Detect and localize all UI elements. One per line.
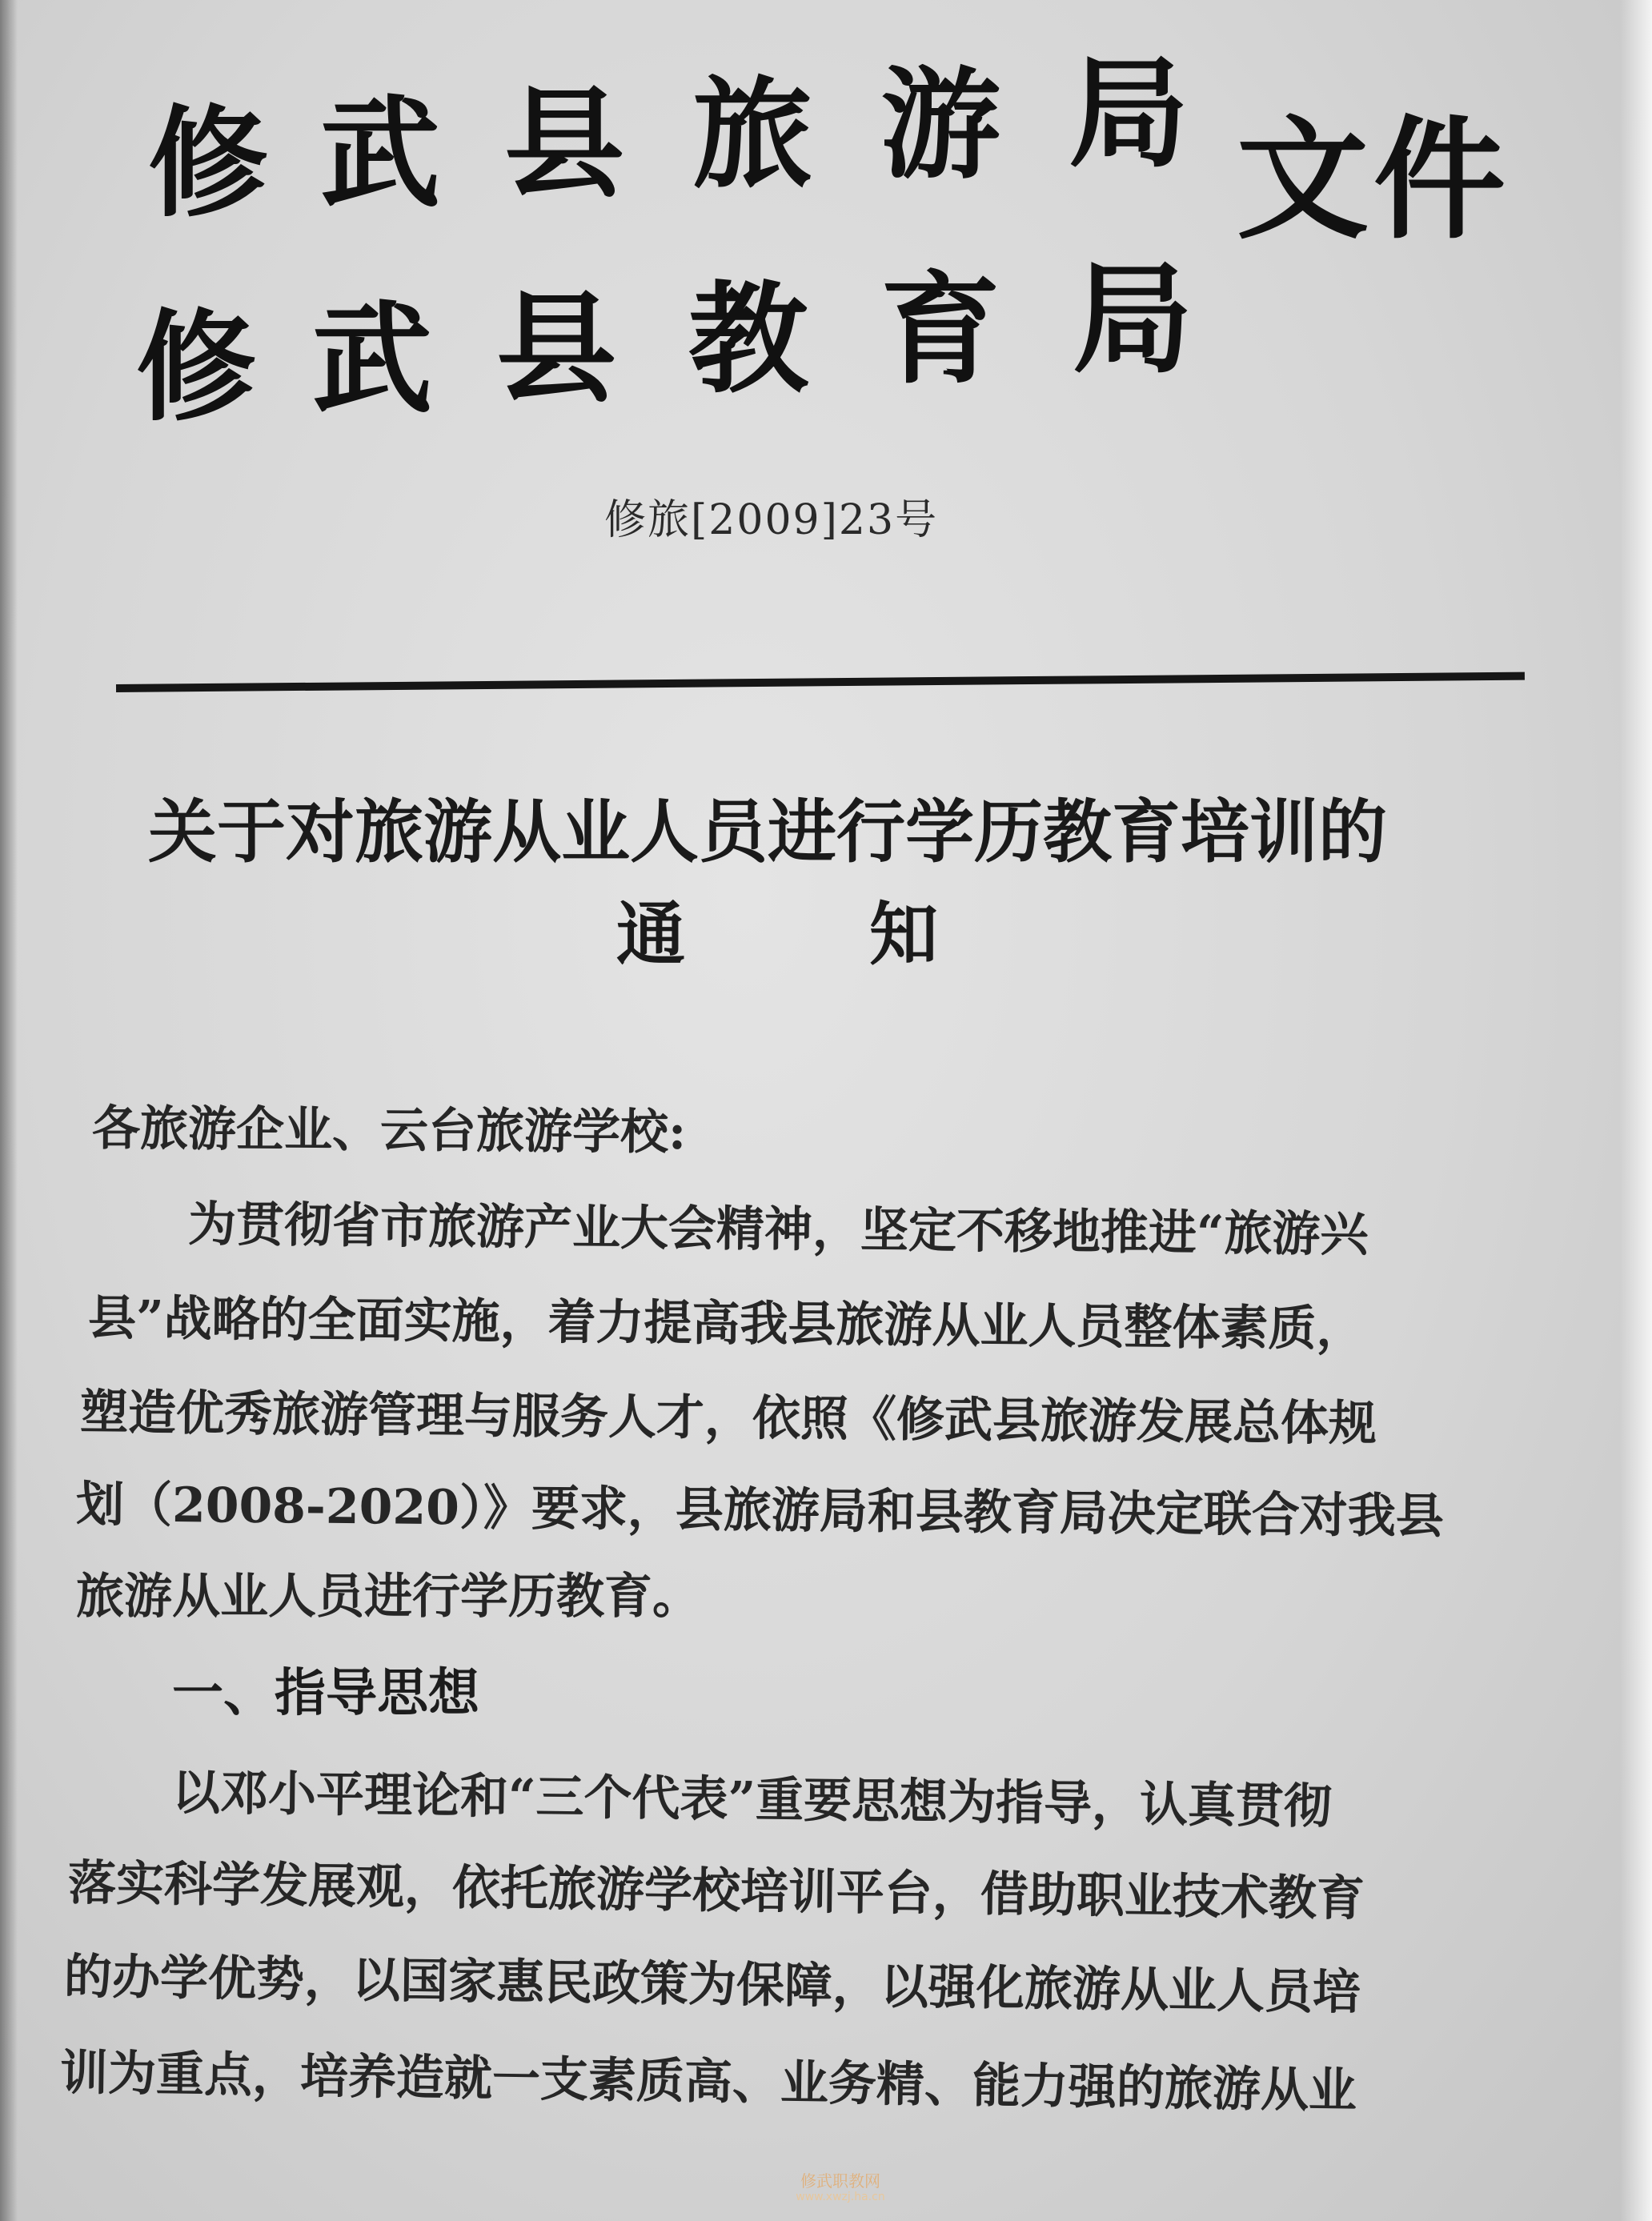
org2-char: 修	[136, 299, 257, 438]
org1-char: 旅	[692, 66, 813, 205]
paragraph-line: 训为重点，培养造就一支素质高、业务精、能力强的旅游从业	[59, 2045, 1357, 2119]
org2-char: 局	[1073, 251, 1193, 390]
paragraph-line: 塑造优秀旅游管理与服务人才，依照《修武县旅游发展总体规	[79, 1385, 1377, 1453]
watermark-url: www.xwzj.ha.cn	[796, 2191, 885, 2203]
paragraph-line: 为贯彻省市旅游产业大会精神，坚定不移地推进“旅游兴	[187, 1197, 1369, 1263]
org1-char: 游	[880, 56, 1001, 195]
org1-char: 武	[320, 85, 441, 224]
document-number: 修旅[2009]23号	[604, 496, 939, 544]
document-title-notice: 通知	[616, 895, 1122, 975]
org2-char: 育	[880, 261, 1001, 400]
header-divider-line	[116, 672, 1525, 692]
org1-char: 修	[148, 94, 269, 234]
paragraph-line: 旅游从业人员进行学历教育。	[76, 1569, 700, 1625]
org2-char: 教	[688, 271, 809, 410]
section-heading: 一、指导思想	[172, 1664, 479, 1723]
site-watermark	[760, 2173, 920, 2205]
watermark-site-name: 修武职教网	[800, 2171, 880, 2191]
addressee: 各旅游企业、云台旅游学校:	[91, 1100, 687, 1161]
paragraph-line: 以邓小平理论和“三个代表”重要思想为指导，认真贯彻	[171, 1765, 1333, 1835]
paragraph-line: 县”战略的全面实施，着力提高我县旅游从业人员整体素质，	[87, 1290, 1365, 1357]
paragraph-line: 的办学优势，以国家惠民政策为保障，以强化旅游从业人员培	[63, 1949, 1361, 2021]
paragraph-line: 划（2008-2020）》要求，县旅游局和县教育局决定联合对我县	[75, 1477, 1445, 1545]
org2-char: 县	[496, 280, 617, 419]
document-type-label: 文件	[1237, 103, 1510, 257]
org2-char: 武	[312, 291, 433, 430]
document-title: 关于对旅游从业人员进行学历教育培训的	[148, 792, 1387, 872]
org1-char: 县	[504, 75, 625, 214]
org1-char: 局	[1069, 45, 1189, 184]
paragraph-line: 落实科学发展观，依托旅游学校培训平台，借助职业技术教育	[67, 1855, 1365, 1927]
